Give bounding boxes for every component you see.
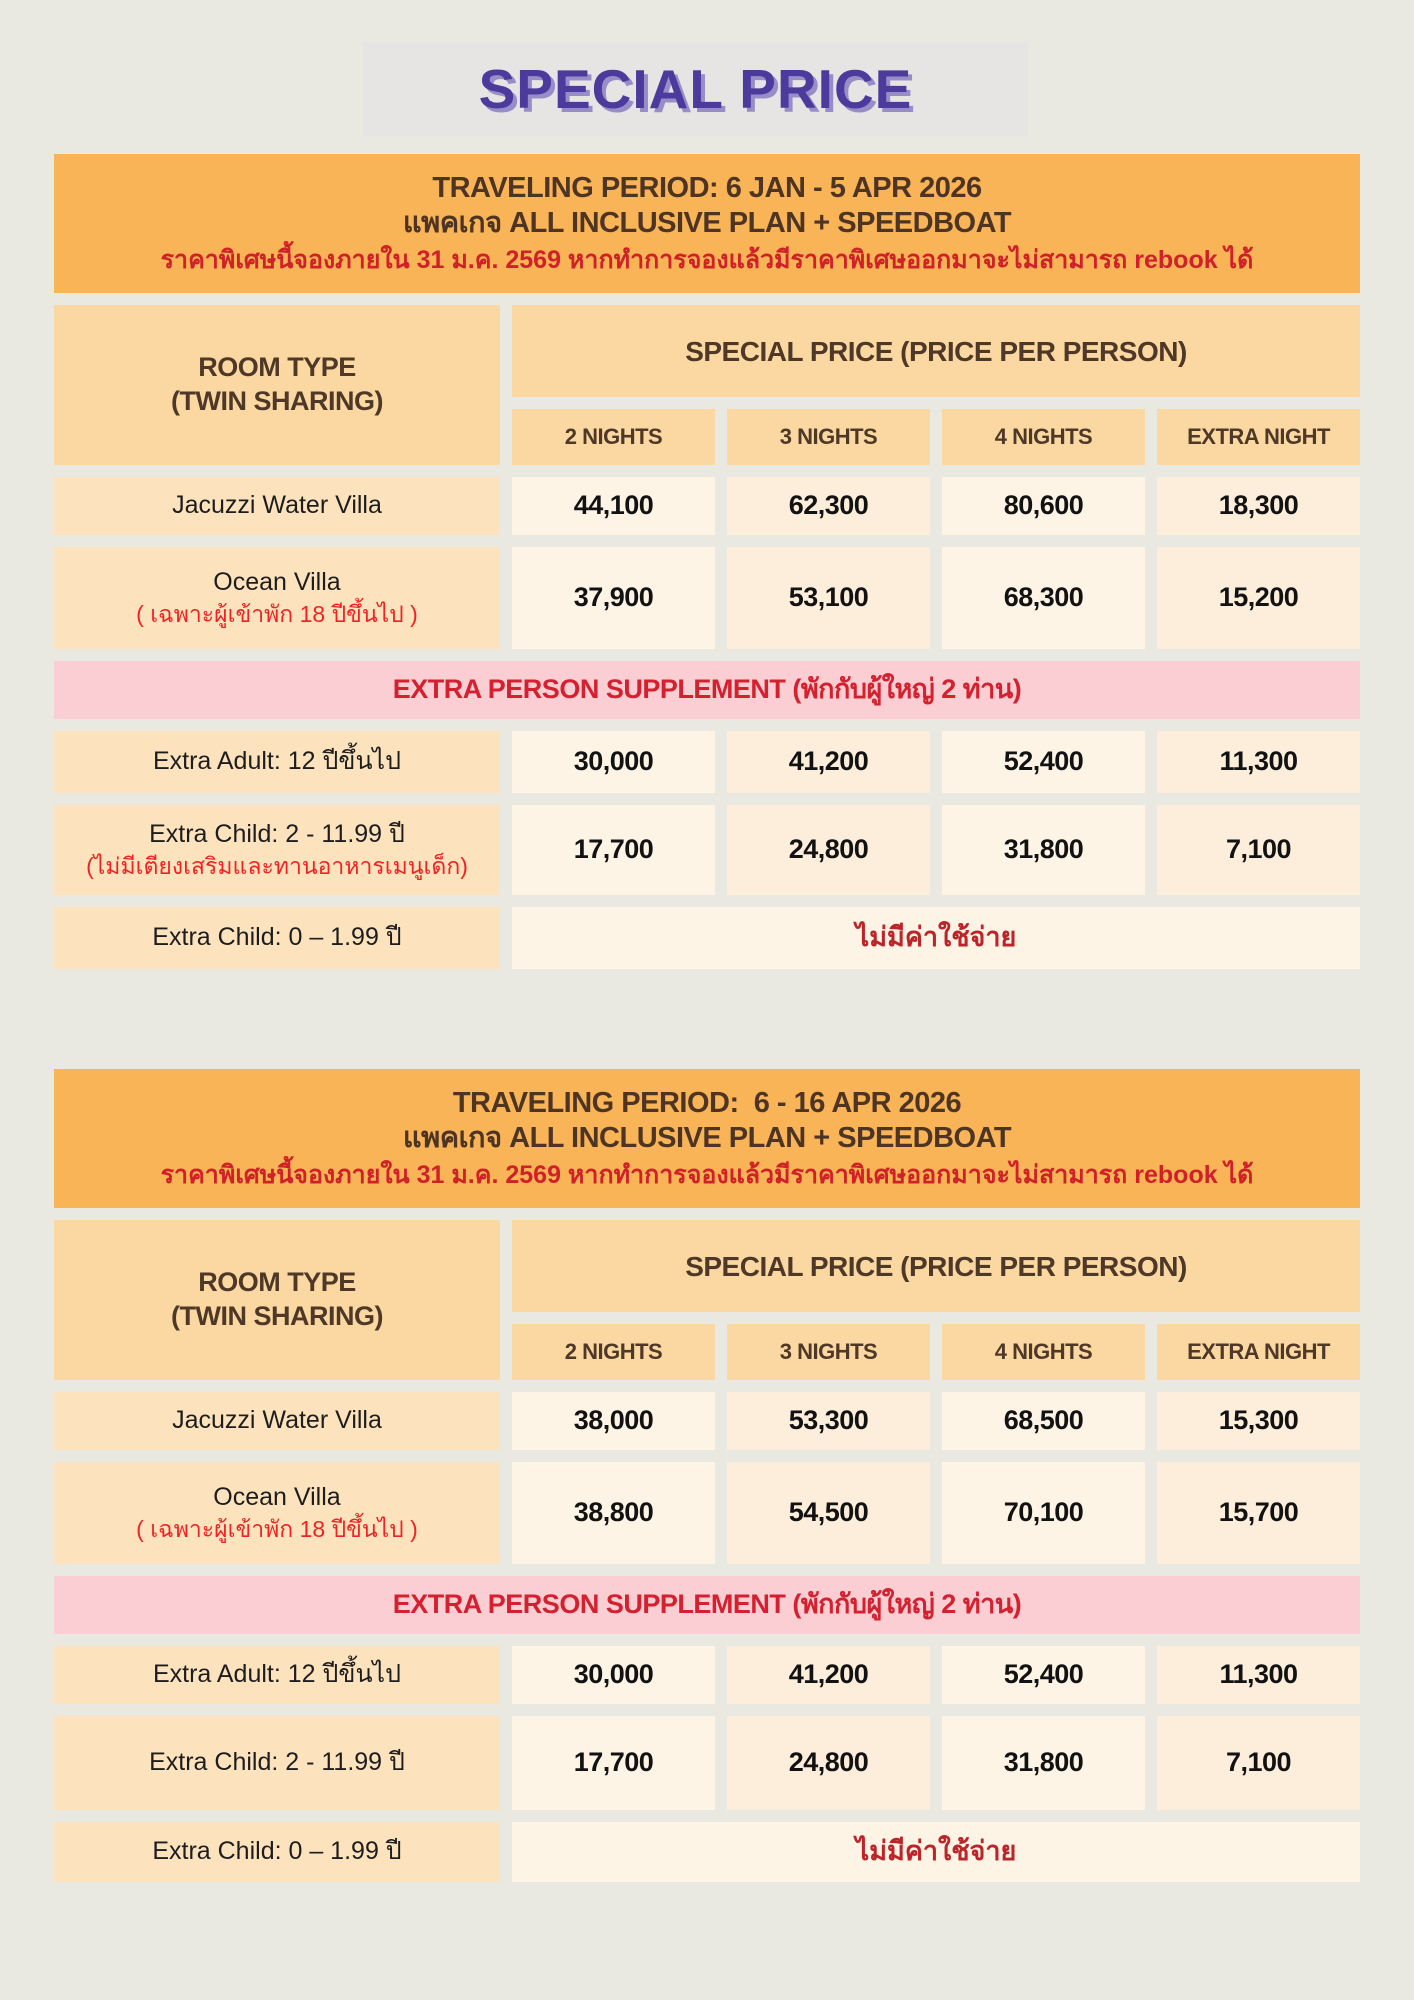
price-value-cell: 15,200 [1157,547,1360,649]
room-row-label [54,1462,500,1564]
room-name-note: ( เฉพาะผู้เข้าพัก 18 ปีขึ้นไป ) [136,1516,418,1543]
price-value-cell: 38,800 [512,1462,715,1564]
price-value-cell: 11,300 [1157,731,1360,793]
price-value-cell: 41,200 [727,731,930,793]
nights-header-cell: 2 NIGHTS [512,1324,715,1380]
free-of-charge-cell: ไม่มีค่าใช้จ่าย [512,1822,1360,1882]
price-grid [54,305,1360,969]
nights-header-cell: 2 NIGHTS [512,409,715,465]
room-row-label [54,547,500,649]
price-value-cell: 30,000 [512,1646,715,1704]
room-name-note: ( เฉพาะผู้เข้าพัก 18 ปีขึ้นไป ) [136,601,418,628]
room-row-label [54,731,500,793]
room-row-label [54,1716,500,1810]
room-name: Ocean Villa [213,568,341,596]
room-name: Extra Child: 0 – 1.99 ปี [152,923,402,952]
booking-note: ราคาพิเศษนี้จองภายใน 31 ม.ค. 2569 หากทำการจองแล้วมีราคาพิเศษออกมาจะไม่สามารถ rebook ได้ [160,1160,1254,1189]
poster-title-box [363,42,1028,136]
room-row-label [54,477,500,535]
price-value-cell: 11,300 [1157,1646,1360,1704]
price-value-cell: 15,300 [1157,1392,1360,1450]
price-value-cell: 53,300 [727,1392,930,1450]
room-name: Extra Adult: 12 ปีขึ้นไป [152,747,402,776]
room-type-header-line1: ROOM TYPE [198,352,356,383]
nights-header-cell: 3 NIGHTS [727,1324,930,1380]
room-type-header-cell [54,1220,500,1380]
price-value-cell: 7,100 [1157,805,1360,895]
price-value-cell: 52,400 [942,1646,1145,1704]
price-value-cell: 53,100 [727,547,930,649]
price-value-cell: 37,900 [512,547,715,649]
room-row-label [54,805,500,895]
poster-title: SPECIAL PRICE [478,58,913,120]
nights-header-cell: 4 NIGHTS [942,409,1145,465]
price-table-period-1 [54,154,1360,969]
price-table-period-2 [54,1069,1360,1882]
supplement-banner: EXTRA PERSON SUPPLEMENT (พักกับผู้ใหญ่ 2 ท่าน) [54,661,1360,719]
room-type-header-line2: (TWIN SHARING) [171,1301,383,1331]
supplement-banner: EXTRA PERSON SUPPLEMENT (พักกับผู้ใหญ่ 2 ท่าน) [54,1576,1360,1634]
period-banner [54,154,1360,293]
booking-note: ราคาพิเศษนี้จองภายใน 31 ม.ค. 2569 หากทำการจองแล้วมีราคาพิเศษออกมาจะไม่สามารถ rebook ได้ [160,245,1254,274]
room-type-header-cell [54,305,500,465]
price-value-cell: 80,600 [942,477,1145,535]
price-grid [54,1220,1360,1882]
price-value-cell: 68,500 [942,1392,1145,1450]
price-value-cell: 54,500 [727,1462,930,1564]
price-value-cell: 70,100 [942,1462,1145,1564]
price-value-cell: 52,400 [942,731,1145,793]
price-value-cell: 31,800 [942,1716,1145,1810]
room-name-note: (ไม่มีเตียงเสริมและทานอาหารเมนูเด็ก) [86,853,468,880]
room-name: Extra Child: 2 - 11.99 ปี [149,1748,405,1777]
room-type-header-line1: ROOM TYPE [198,1267,356,1298]
nights-header-cell: EXTRA NIGHT [1157,409,1360,465]
room-name: Extra Adult: 12 ปีขึ้นไป [152,1660,402,1689]
room-name: Jacuzzi Water Villa [172,491,382,520]
nights-header-cell: 3 NIGHTS [727,409,930,465]
price-value-cell: 17,700 [512,1716,715,1810]
nights-header-cell: EXTRA NIGHT [1157,1324,1360,1380]
room-row-label [54,1646,500,1704]
room-type-header-line2: (TWIN SHARING) [171,386,383,416]
price-value-cell: 24,800 [727,805,930,895]
room-row-label [54,907,500,969]
room-name: Extra Child: 2 - 11.99 ปี [149,820,405,848]
free-of-charge-cell: ไม่มีค่าใช้จ่าย [512,907,1360,969]
price-value-cell: 68,300 [942,547,1145,649]
room-name: Extra Child: 0 – 1.99 ปี [152,1837,402,1866]
traveling-period-heading: TRAVELING PERIOD: 6 JAN - 5 APR 2026 [432,172,982,205]
room-name: Jacuzzi Water Villa [172,1406,382,1435]
price-value-cell: 18,300 [1157,477,1360,535]
price-value-cell: 30,000 [512,731,715,793]
special-price-header-cell: SPECIAL PRICE (PRICE PER PERSON) [512,1220,1360,1312]
period-banner [54,1069,1360,1208]
room-row-label [54,1392,500,1450]
special-price-header-cell: SPECIAL PRICE (PRICE PER PERSON) [512,305,1360,397]
traveling-period-heading: TRAVELING PERIOD: 6 - 16 APR 2026 [452,1087,962,1120]
nights-header-cell: 4 NIGHTS [942,1324,1145,1380]
price-value-cell: 24,800 [727,1716,930,1810]
price-value-cell: 41,200 [727,1646,930,1704]
price-value-cell: 17,700 [512,805,715,895]
price-value-cell: 38,000 [512,1392,715,1450]
room-name: Ocean Villa [213,1483,341,1511]
price-value-cell: 15,700 [1157,1462,1360,1564]
price-value-cell: 7,100 [1157,1716,1360,1810]
price-value-cell: 62,300 [727,477,930,535]
package-heading: แพคเกจ ALL INCLUSIVE PLAN + SPEEDBOAT [402,1121,1012,1154]
room-row-label [54,1822,500,1882]
package-heading: แพคเกจ ALL INCLUSIVE PLAN + SPEEDBOAT [402,206,1012,239]
price-value-cell: 31,800 [942,805,1145,895]
price-value-cell: 44,100 [512,477,715,535]
